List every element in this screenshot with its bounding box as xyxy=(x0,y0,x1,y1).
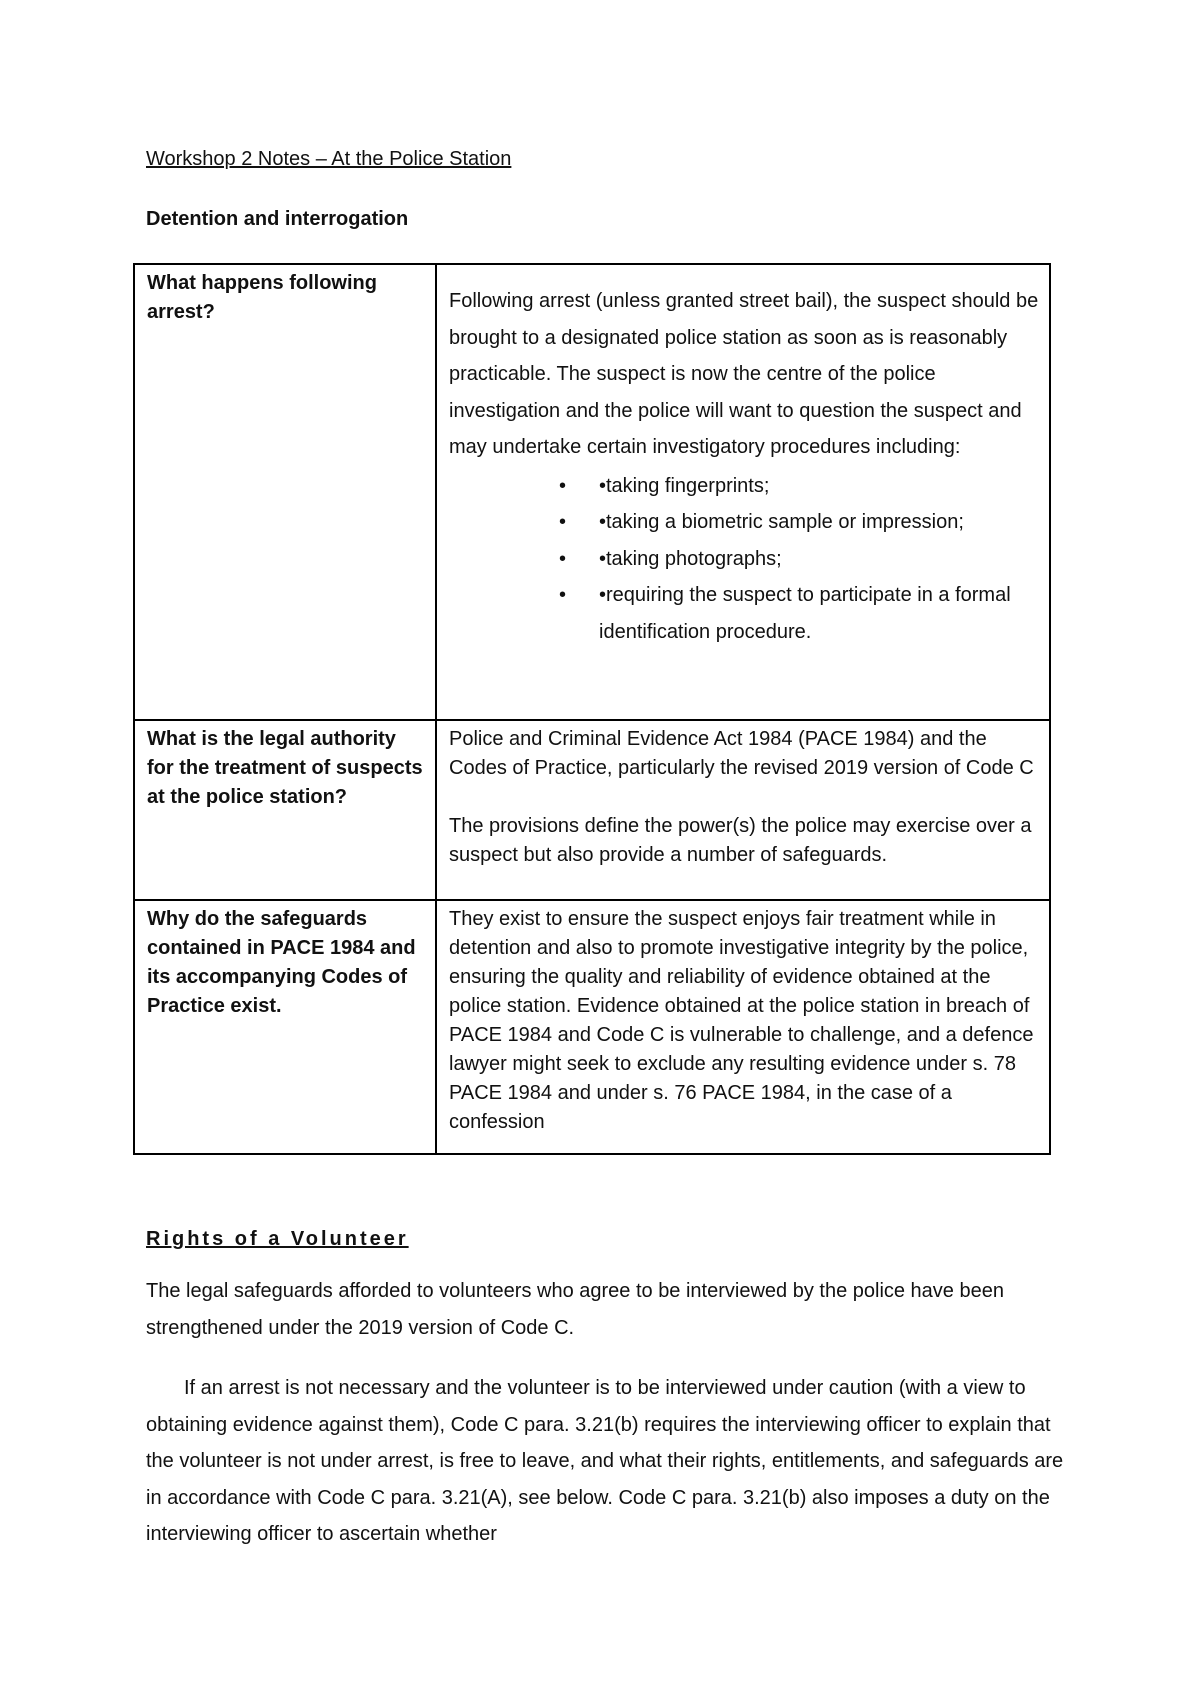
answer-cell xyxy=(436,720,1050,900)
notes-table xyxy=(133,263,1051,1155)
volunteer-paragraph-1: The legal safeguards afforded to volunteers who agree to be interviewed by the police have been strengthened under the 2019 version of Code C. xyxy=(146,1280,1004,1339)
table-row xyxy=(134,900,1050,1154)
answer-cell xyxy=(436,264,1050,720)
procedure-list xyxy=(449,468,1039,651)
list-item-text: •taking fingerprints; xyxy=(599,474,770,497)
answer-text: Following arrest (unless granted street bail), the suspect should be brought to a designated police station as soon as is reasonably practicable. The suspect is now the centre of the police investigation and the police will want to question the suspect and may undertake certain investigatory procedures including: xyxy=(449,290,1039,458)
document-title: Workshop 2 Notes – At the Police Station xyxy=(146,148,512,170)
question-cell: Why do the safeguards contained in PACE 1984 and its accompanying Codes of Practice exist. xyxy=(134,900,436,1154)
answer-text: Police and Criminal Evidence Act 1984 (PACE 1984) and the Codes of Practice, particularly the revised 2019 version of Code C xyxy=(449,728,1034,779)
list-item xyxy=(559,468,1039,505)
volunteer-heading: Rights of a Volunteer xyxy=(146,1228,409,1250)
bullet-icon: • xyxy=(559,547,567,570)
bullet-icon: • xyxy=(559,511,567,533)
list-item-text: •taking a biometric sample or impression; xyxy=(599,511,964,533)
list-item xyxy=(559,541,1039,578)
list-item-text: •requiring the suspect to participate in a formal identification procedure. xyxy=(599,584,1011,643)
question-cell: What happens following arrest? xyxy=(134,264,436,720)
answer-cell: They exist to ensure the suspect enjoys fair treatment while in detention and also to promote investigative integrity by the police, ensuring the quality and reliability of evidence obtained at the police station. Evidence obtained at the police station in breach of PACE 1984 and Code C is vulnerable to challenge, and a defence lawyer might seek to exclude any resulting evidence under s. 78 PACE 1984 and under s. 76 PACE 1984, in the case of a confession xyxy=(436,900,1050,1154)
bullet-icon: • xyxy=(559,584,567,606)
volunteer-paragraph-2: If an arrest is not necessary and the volunteer is to be interviewed under caution (with a view to obtaining evidence against them), Code C para. 3.21(b) requires the interviewing officer to explain that the volunteer is not under arrest, is free to leave, and what their rights, entitlements, and safeguards are in accordance with Code C para. 3.21(A), see below. Code C para. 3.21(b) also imposes a duty on the interviewing officer to ascertain whether xyxy=(146,1377,1064,1545)
table-row xyxy=(134,264,1050,720)
list-item xyxy=(559,577,1039,650)
question-cell: What is the legal authority for the treatment of suspects at the police station? xyxy=(134,720,436,900)
table-row xyxy=(134,720,1050,900)
list-item xyxy=(559,504,1039,541)
list-item-text: •taking photographs; xyxy=(599,547,782,570)
bullet-icon: • xyxy=(559,474,567,497)
answer-text: The provisions define the power(s) the police may exercise over a suspect but also provide a number of safeguards. xyxy=(449,815,1032,866)
section-subheading: Detention and interrogation xyxy=(146,208,409,230)
